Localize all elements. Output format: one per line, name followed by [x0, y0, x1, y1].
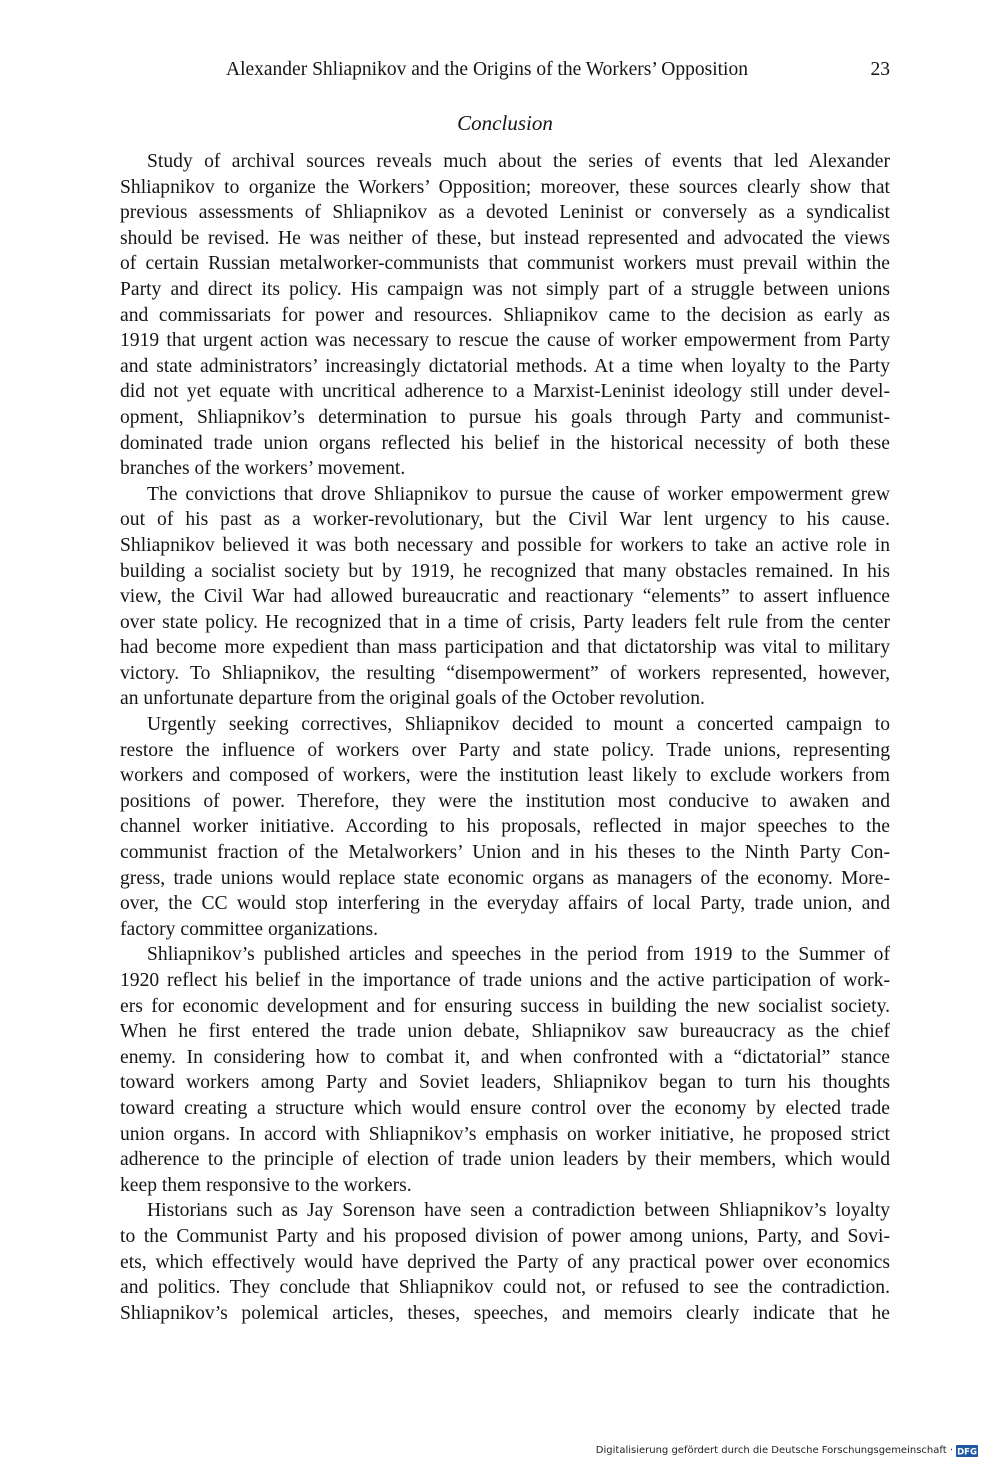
svg-text:DFG: DFG: [957, 1447, 977, 1457]
body-line: victory. To Shliapnikov, the resulting “disempowerment” of workers represented, however,: [120, 662, 890, 684]
body-line: When he first entered the trade union debate, Shliapnikov saw bureaucracy as the chief: [120, 1021, 890, 1043]
body-line: 1920 reflect his belief in the importance of trade unions and the active participation of work-: [120, 970, 890, 991]
body-line: Historians such as Jay Sorenson have seen a contradiction between Shliapnikov’s loyalty: [147, 1200, 890, 1222]
body-line: channel worker initiative. According to his proposals, reflected in major speeches to the: [120, 816, 890, 838]
footer-text: Digitalisierung gefördert durch die Deutsche Forschungsgemeinschaft ·: [595, 1445, 953, 1456]
body-line: communist fraction of the Metalworkers’ Union and in his theses to the Ninth Party Con-: [120, 842, 890, 864]
dfg-logo-icon: [956, 1445, 978, 1457]
body-line: gress, trade unions would replace state economic organs as managers of the economy. More-: [120, 867, 890, 889]
body-line: over, the CC would stop interfering in the everyday affairs of local Party, trade union, and: [120, 893, 890, 915]
body-line: and state administrators’ increasingly dictatorial methods. At a time when loyalty to the Party: [120, 355, 890, 377]
body-line: Shliapnikov believed it was both necessary and possible for workers to take an active role in: [120, 534, 890, 556]
body-line: opment, Shliapnikov’s determination to pursue his goals through Party and communist-: [120, 406, 890, 428]
body-line: Shliapnikov’s polemical articles, theses, speeches, and memoirs clearly indicate that he: [120, 1302, 890, 1324]
body-line: Study of archival sources reveals much about the series of events that led Alexander: [147, 151, 890, 172]
body-line: enemy. In considering how to combat it, and when confronted with a “dictatorial” stance: [120, 1046, 890, 1068]
body-line: of certain Russian metalworker-communists that communist workers must prevail within the: [120, 253, 890, 275]
body-line: previous assessments of Shliapnikov as a devoted Leninist or conversely as a syndicalist: [120, 202, 890, 224]
body-line: and commissariats for power and resources. Shliapnikov came to the decision as early as: [120, 304, 890, 326]
body-line: and politics. They conclude that Shliapnikov could not, or refused to see the contradiction.: [120, 1277, 890, 1299]
body-line: should be revised. He was neither of these, but instead represented and advocated the views: [120, 227, 890, 249]
digitization-footer: [596, 1444, 978, 1458]
body-line: factory committee organizations.: [120, 918, 379, 940]
section-heading: Conclusion: [457, 111, 553, 135]
body-line: positions of power. Therefore, they were the institution most conducive to awaken and: [120, 790, 890, 812]
body-line: 1919 that urgent action was necessary to rescue the cause of worker empowerment from Party: [120, 330, 890, 352]
body-line: ers for economic development and for ensuring success in building the new socialist society.: [120, 995, 890, 1017]
running-head-title: Alexander Shliapnikov and the Origins of the Workers’ Opposition: [226, 59, 748, 80]
body-line: Party and direct its policy. His campaign was not simply part of a struggle between unions: [120, 278, 890, 300]
body-line: Urgently seeking correctives, Shliapnikov decided to mount a concerted campaign to: [147, 714, 890, 736]
body-line: Shliapnikov’s published articles and speeches in the period from 1919 to the Summer of: [147, 944, 890, 966]
body-line: toward creating a structure which would ensure control over the economy by elected trade: [120, 1097, 890, 1119]
body-line: over state policy. He recognized that in a time of crisis, Party leaders felt rule from the center: [120, 611, 890, 633]
body-line: had become more expedient than mass participation and that dictatorship was vital to military: [120, 637, 890, 659]
body-line: adherence to the principle of election of trade union leaders by their members, which would: [120, 1149, 890, 1171]
body-line: Shliapnikov to organize the Workers’ Opposition; moreover, these sources clearly show that: [120, 176, 890, 198]
body-text: [120, 149, 890, 1326]
body-line: building a socialist society but by 1919, he recognized that many obstacles remained. In his: [120, 560, 890, 582]
body-line: dominated trade union organs reflected his belief in the historical necessity of both these: [120, 432, 890, 454]
body-line: restore the influence of workers over Party and state policy. Trade unions, representing: [120, 739, 890, 761]
body-line: union organs. In accord with Shliapnikov’s emphasis on worker initiative, he proposed strict: [120, 1123, 890, 1145]
body-line: to the Communist Party and his proposed division of power among unions, Party, and Sovi-: [120, 1225, 890, 1247]
body-line: The convictions that drove Shliapnikov to pursue the cause of worker empowerment grew: [147, 483, 890, 505]
body-line: view, the Civil War had allowed bureaucratic and reactionary “elements” to assert influence: [120, 586, 890, 608]
page-number: 23: [870, 59, 890, 80]
body-line: keep them responsive to the workers.: [120, 1174, 412, 1196]
body-line: an unfortunate departure from the original goals of the October revolution.: [120, 688, 705, 710]
body-line: workers and composed of workers, were the institution least likely to exclude workers from: [120, 765, 890, 787]
body-line: did not yet equate with uncritical adherence to a Marxist-Leninist ideology still under devel-: [120, 381, 890, 403]
body-line: branches of the workers’ movement.: [120, 458, 406, 480]
body-line: toward workers among Party and Soviet leaders, Shliapnikov began to turn his thoughts: [120, 1072, 890, 1094]
running-head: [120, 57, 890, 83]
body-line: ets, which effectively would have deprived the Party of any practical power over economics: [120, 1251, 890, 1273]
body-line: out of his past as a worker-revolutionary, but the Civil War lent urgency to his cause.: [120, 509, 890, 531]
